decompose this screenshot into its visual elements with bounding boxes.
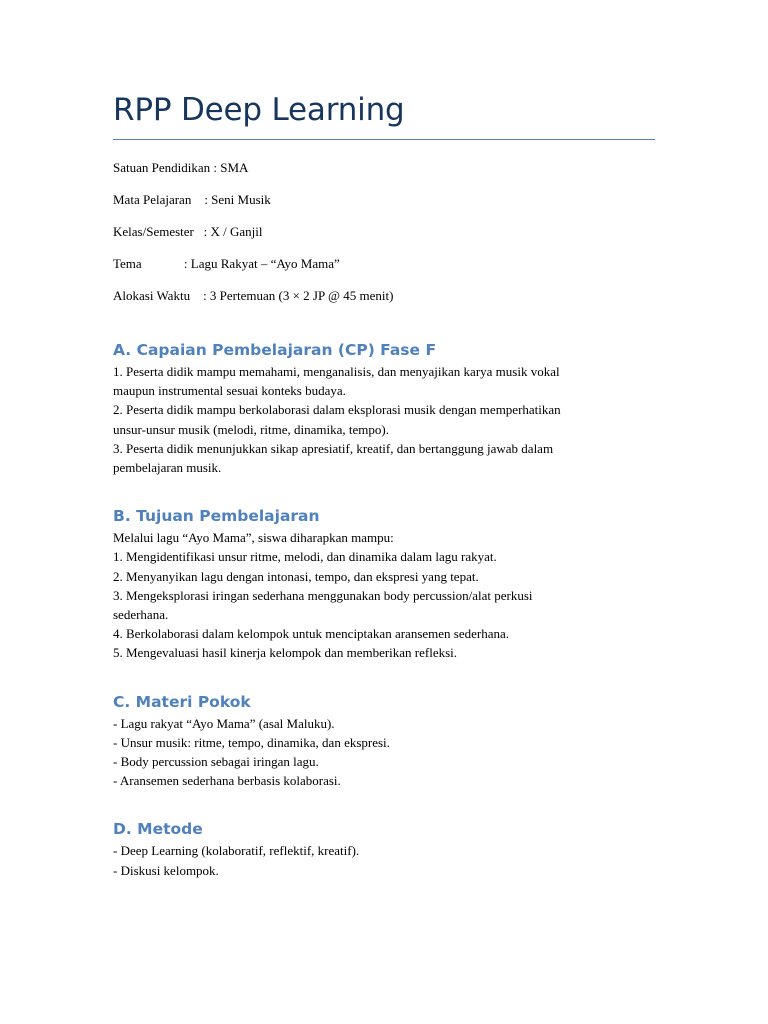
section-heading: A. Capaian Pembelajaran (CP) Fase F [113,341,437,359]
body-line: sederhana. [113,607,169,623]
body-line: pembelajaran musik. [113,460,222,476]
document-title: RPP Deep Learning [113,92,405,128]
section-materi-pokok [113,690,661,791]
identity-block [113,159,673,319]
body-line: 3. Peserta didik menunjukkan sikap apresiatif, kreatif, dan bertanggung jawab dalam [113,440,554,456]
body-line: Melalui lagu “Ayo Mama”, siswa diharapkan mampu: [113,530,394,546]
body-line: maupun instrumental sesuai konteks budaya. [113,383,346,399]
body-line: 1. Mengidentifikasi unsur ritme, melodi, dan dinamika dalam lagu rakyat. [113,549,497,565]
meta-kelas-semester: Kelas/Semester : X / Ganjil [113,224,263,239]
section-heading: C. Materi Pokok [113,692,251,711]
body-line: - Lagu rakyat “Ayo Mama” (asal Maluku). [113,715,335,731]
section-body [113,362,661,477]
section-body [113,528,661,662]
body-line: unsur-unsur musik (melodi, ritme, dinamika, tempo). [113,421,389,437]
section-body [113,841,661,879]
section-metode [113,817,661,879]
section-spacer [113,790,661,817]
body-line: - Body percussion sebagai iringan lagu. [113,754,319,770]
body-line: 4. Berkolaborasi dalam kelompok untuk menciptakan aransemen sederhana. [113,626,510,642]
body-line: 2. Menyanyikan lagu dengan intonasi, tempo, dan ekspresi yang tepat. [113,568,479,584]
body-line: - Unsur musik: ritme, tempo, dinamika, dan ekspresi. [113,734,390,750]
section-heading: D. Metode [113,820,203,839]
body-line: - Diskusi kelompok. [113,862,219,878]
title-underline [113,139,655,140]
section-capaian-pembelajaran [113,338,661,477]
body-line: 2. Peserta didik mampu berkolaborasi dalam eksplorasi musik dengan memperhatikan [113,402,561,418]
section-spacer [113,663,661,690]
body-line: - Deep Learning (kolaboratif, reflektif, kreatif). [113,843,360,859]
body-line: 5. Mengevaluasi hasil kinerja kelompok dan memberikan refleksi. [113,645,458,661]
section-body [113,714,661,791]
meta-mata-pelajaran: Mata Pelajaran : Seni Musik [113,192,271,207]
body-line: 1. Peserta didik mampu memahami, menganalisis, dan menyajikan karya musik vokal [113,364,560,379]
body-line: 3. Mengeksplorasi iringan sederhana menggunakan body percussion/alat perkusi [113,587,533,603]
meta-satuan-pendidikan: Satuan Pendidikan : SMA [113,160,249,175]
section-tujuan-pembelajaran [113,504,661,662]
section-spacer [113,477,661,504]
meta-tema: Tema : Lagu Rakyat – “Ayo Mama” [113,256,340,271]
meta-alokasi-waktu: Alokasi Waktu : 3 Pertemuan (3 × 2 JP @ 45 menit) [113,288,394,303]
section-heading: B. Tujuan Pembelajaran [113,507,320,526]
body-line: - Aransemen sederhana berbasis kolaborasi. [113,773,341,789]
document-content [113,338,661,880]
